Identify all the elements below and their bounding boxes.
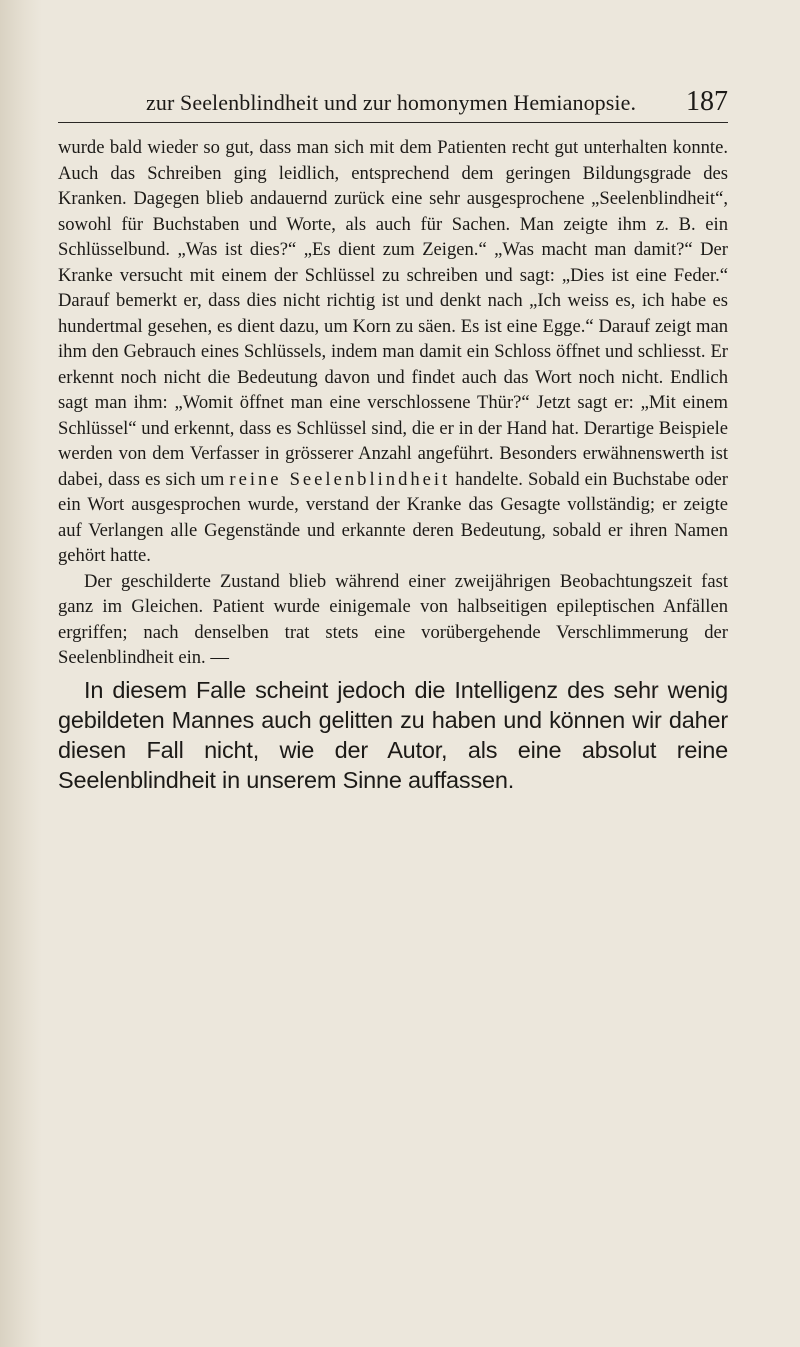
- book-page: [58, 78, 728, 818]
- paragraph-continued: [58, 135, 728, 569]
- running-header: [58, 78, 728, 123]
- page-number: 187: [686, 86, 728, 117]
- paragraph-conclusion: In diesem Falle scheint jedoch die Intelligenz des sehr wenig gebildeten Mannes auch gelitten zu haben und können wir daher diesen Fall nicht, wie der Autor, als eine absolut reine Seelenblindheit in unserem Sinne auffassen.: [58, 676, 728, 793]
- page-shadow: [0, 0, 42, 1347]
- paragraph-observation: Der geschilderte Zustand blieb während einer zweijährigen Beobachtungszeit fast ganz im Gleichen. Patient wurde einigemale von halbseitigen epileptischen Anfällen ergriffen; nach denselben trat stets eine vorübergehende Verschlimmerung der Seelenblindheit ein. —: [58, 570, 728, 668]
- paragraph-1-part-2: handelte. Sobald ein Buchstabe oder ein Wort ausgesprochen wurde, verstand der Kranke das Gesagte vollständig; er zeigte auf Verlangen alle Gegenstände und erkannte deren Bedeutung, sobald er ihren Namen gehört hatte.: [58, 468, 728, 566]
- running-title: zur Seelenblindheit und zur homonymen Hemianopsie.: [146, 90, 637, 115]
- paragraph-1-part-1: wurde bald wieder so gut, dass man sich mit dem Patienten recht gut unterhalten konnte. Auch das Schreiben ging leidlich, entsprechend dem geringen Bildungsgrade des Kranken. Dagegen blieb andauernd zurück eine sehr ausgesprochene „Seelenblindheit“, sowohl für Buchstaben und Worte, als auch für Sachen. Man zeigte ihm z. B. ein Schlüsselbund. „Was ist dies?“ „Es dient zum Zeigen.“ „Was macht man damit?“ Der Kranke versucht mit einem der Schlüssel zu schreiben und sagt: „Dies ist eine Feder.“ Darauf bemerkt er, dass dies nicht richtig ist und denkt nach „Ich weiss es, ich habe es hundertmal gesehen, es dient dazu, um Korn zu säen. Es ist eine Egge.“ Darauf zeigt man ihm den Gebrauch eines Schlüssels, indem man damit ein Schloss öffnet und schliesst. Er erkennt noch nicht die Bedeutung davon und findet auch das Wort noch nicht. Endlich sagt man ihm: „Womit öffnet man eine verschlossene Thür?“ Jetzt sagt er: „Mit einem Schlüssel“ und erkennt, dass es Schlüssel sind, die er in der Hand hat. Derartige Beispiele werden von dem Verfasser in grösserer Anzahl angeführt. Besonders erwähnenswerth ist dabei, dass es sich um: [58, 137, 728, 490]
- body-text: [58, 135, 728, 671]
- emphasized-term: reine Seelenblindheit: [229, 468, 451, 490]
